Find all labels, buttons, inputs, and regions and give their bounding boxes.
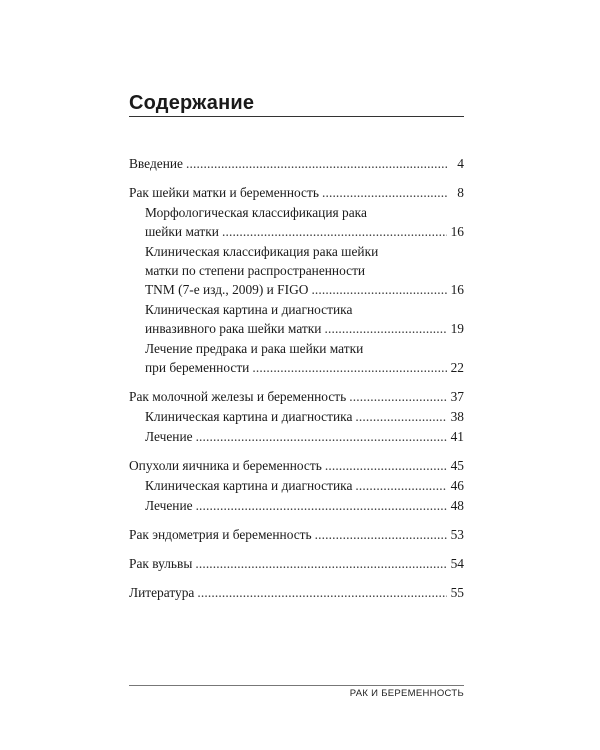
toc-page-number: 16 — [450, 224, 464, 239]
dot-leader — [196, 427, 447, 446]
toc-page-number: 19 — [450, 321, 464, 336]
toc-page-number: 41 — [450, 429, 464, 444]
table-of-contents — [129, 154, 464, 602]
toc-entry-text: Рак эндометрия и беременность — [129, 527, 312, 542]
toc-entry-text: при беременности — [145, 360, 250, 375]
dot-leader — [349, 387, 447, 406]
toc-entry-text: Клиническая картина и диагностика — [145, 409, 353, 424]
toc-page-number: 37 — [450, 389, 464, 404]
dot-leader — [325, 456, 447, 475]
toc-page-number: 55 — [450, 585, 464, 600]
toc-entry-text: инвазивного рака шейки матки — [145, 321, 322, 336]
page-title: Содержание — [129, 92, 255, 114]
dot-leader — [222, 222, 447, 241]
toc-page-number: 16 — [450, 282, 464, 297]
toc-page-number: 54 — [450, 556, 464, 571]
toc-page-number: 22 — [450, 360, 464, 375]
toc-entry[interactable] — [129, 203, 464, 241]
toc-page-number: 38 — [450, 409, 464, 424]
toc-entry-text: Клиническая картина и диагностика — [145, 478, 353, 493]
toc-page-number: 4 — [457, 156, 464, 171]
toc-entry[interactable] — [129, 407, 464, 426]
toc-entry-text: Клиническая классификация рака шейки — [145, 244, 379, 259]
toc-entry-text: Рак шейки матки и беременность — [129, 185, 319, 200]
dot-leader — [195, 554, 447, 573]
toc-entry-text: Рак вульвы — [129, 556, 193, 571]
toc-entry-text: Рак молочной железы и беременность — [129, 389, 347, 404]
toc-page-number: 45 — [450, 458, 464, 473]
toc-entry[interactable] — [129, 476, 464, 495]
toc-entry[interactable] — [129, 525, 464, 544]
toc-entry[interactable] — [129, 583, 464, 602]
toc-page-number: 48 — [450, 498, 464, 513]
toc-page-number: 46 — [450, 478, 464, 493]
toc-entry[interactable] — [129, 456, 464, 475]
dot-leader — [311, 280, 447, 299]
toc-entry[interactable] — [129, 339, 464, 377]
toc-entry[interactable] — [129, 154, 464, 173]
toc-entry-text: шейки матки — [145, 224, 219, 239]
toc-entry-text: матки по степени распространенности — [145, 263, 366, 278]
toc-entry[interactable] — [129, 554, 464, 573]
dot-leader — [355, 476, 447, 495]
title-divider — [129, 116, 464, 117]
dot-leader — [197, 583, 447, 602]
toc-entry-text: Литература — [129, 585, 195, 600]
toc-entry[interactable] — [129, 183, 464, 202]
dot-leader — [196, 496, 447, 515]
toc-entry-text: Лечение — [145, 498, 193, 513]
toc-entry-text: Лечение — [145, 429, 193, 444]
toc-entry[interactable] — [129, 496, 464, 515]
dot-leader — [252, 358, 447, 377]
toc-page-number: 8 — [457, 185, 464, 200]
toc-entry-text: Лечение предрака и рака шейки матки — [145, 341, 364, 356]
toc-entry-text: Введение — [129, 156, 183, 171]
dot-leader — [355, 407, 447, 426]
running-footer: РАК И БЕРЕМЕННОСТЬ — [349, 688, 464, 699]
toc-entry-text: TNM (7-е изд., 2009) и FIGO — [145, 282, 309, 297]
toc-entry[interactable] — [129, 387, 464, 406]
toc-entry-text: Морфологическая классификация рака — [145, 205, 367, 220]
toc-entry[interactable] — [129, 427, 464, 446]
dot-leader — [324, 319, 447, 338]
toc-entry-text: Клиническая картина и диагностика — [145, 302, 353, 317]
dot-leader — [186, 154, 447, 173]
toc-entry[interactable] — [129, 242, 464, 299]
toc-page-number: 53 — [450, 527, 464, 542]
footer-divider — [129, 685, 464, 686]
toc-entry-text: Опухоли яичника и беременность — [129, 458, 322, 473]
toc-entry[interactable] — [129, 300, 464, 338]
dot-leader — [322, 183, 447, 202]
dot-leader — [315, 525, 447, 544]
